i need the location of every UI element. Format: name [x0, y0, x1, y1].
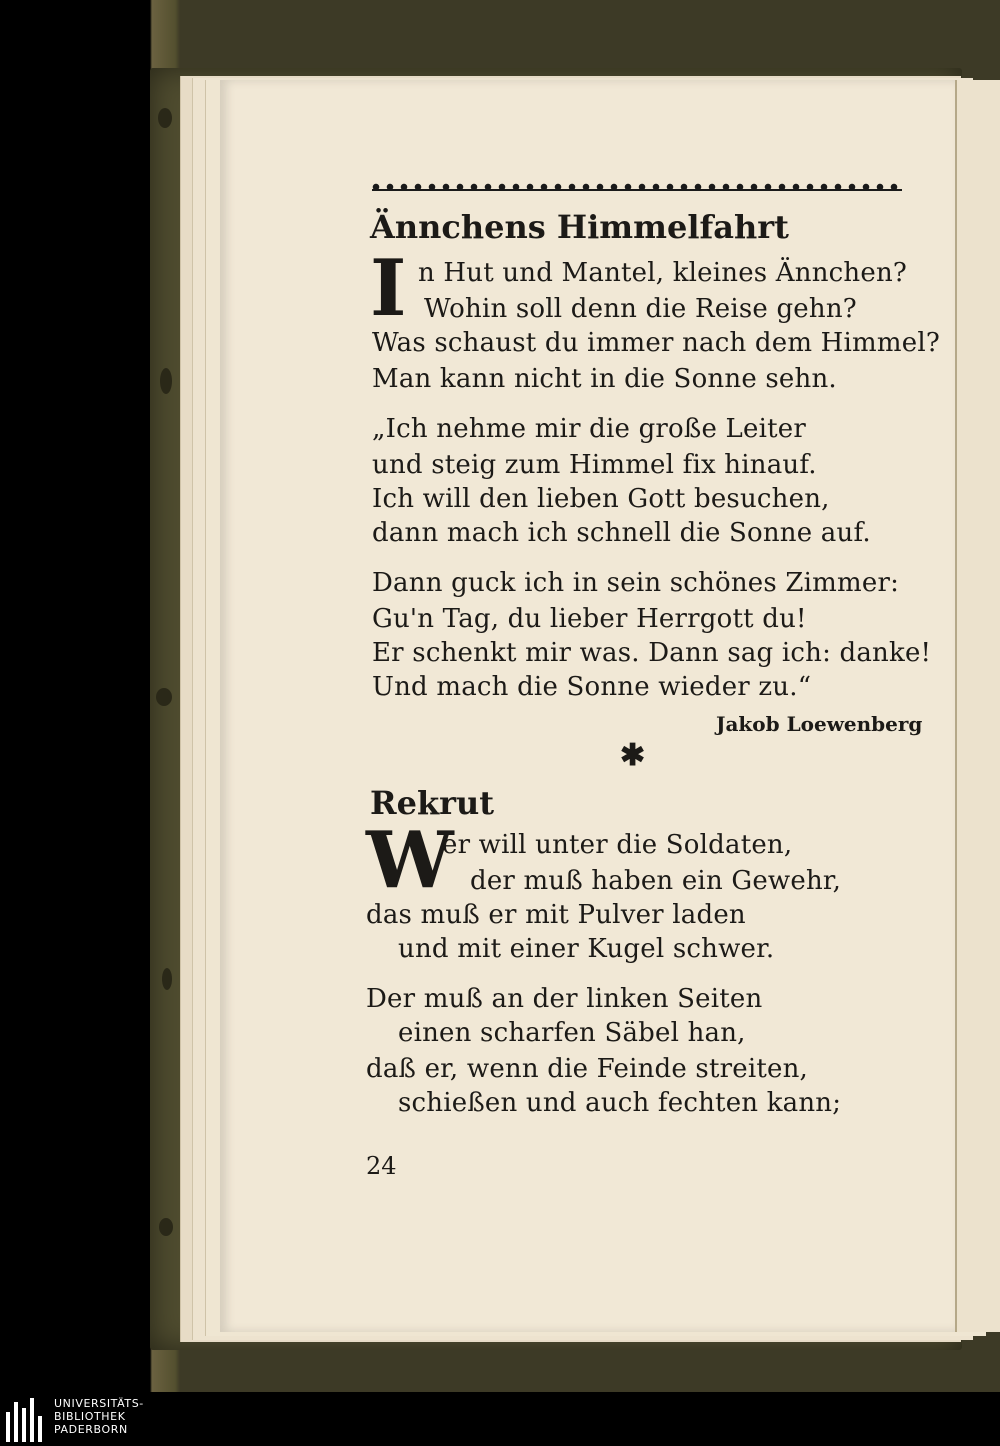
verse-line: einen scharfen Säbel han,: [398, 1018, 746, 1048]
verse-line: und mit einer Kugel schwer.: [398, 934, 775, 964]
verse-line: der muß haben ein Gewehr,: [470, 866, 842, 896]
library-logo-text: BIBLIOTHEK: [54, 1410, 126, 1423]
verse-line: das muß er mit Pulver laden: [366, 900, 746, 930]
verse-line: Man kann nicht in die Sonne sehn.: [372, 364, 837, 394]
verse-line: Der muß an der linken Seiten: [366, 984, 763, 1014]
verse-line: schießen und auch fechten kann;: [398, 1088, 842, 1118]
section-separator: ✱: [620, 738, 646, 773]
poem-author: Jakob Loewenberg: [716, 712, 923, 736]
verse-line: Dann guck ich in sein schönes Zimmer:: [372, 568, 900, 598]
poem-title: Ännchens Himmelfahrt: [370, 208, 789, 246]
ornamental-divider: [372, 183, 902, 191]
poem-title: Rekrut: [370, 784, 495, 822]
verse-line: Ich will den lieben Gott besuchen,: [372, 484, 830, 514]
verse-line: dann mach ich schnell die Sonne auf.: [372, 518, 871, 548]
page-number: 24: [366, 1152, 397, 1180]
verse-line: Und mach die Sonne wieder zu.“: [372, 672, 812, 702]
facing-page-edge: [955, 80, 1000, 1332]
verse-line: daß er, wenn die Feinde streiten,: [366, 1054, 808, 1084]
verse-line: „Ich nehme mir die große Leiter: [372, 414, 806, 444]
verse-line: Gu'n Tag, du lieber Herrgott du!: [372, 604, 807, 634]
verse-line: Was schaust du immer nach dem Himmel?: [372, 328, 940, 358]
verse-line: er will unter die Soldaten,: [442, 830, 793, 860]
library-logo-text: UNIVERSITÄTS-: [54, 1397, 144, 1410]
verse-line: n Hut und Mantel, kleines Ännchen?: [418, 258, 908, 288]
library-logo-icon: [6, 1398, 46, 1442]
drop-cap: I: [370, 243, 407, 334]
verse-line: Wohin soll denn die Reise gehn?: [424, 294, 857, 324]
library-logo-text: PADERBORN: [54, 1423, 128, 1436]
drop-cap: W: [366, 815, 454, 906]
verse-line: Er schenkt mir was. Dann sag ich: danke!: [372, 638, 932, 668]
verse-line: und steig zum Himmel fix hinauf.: [372, 450, 817, 480]
library-logo-bar: [0, 1392, 1000, 1446]
